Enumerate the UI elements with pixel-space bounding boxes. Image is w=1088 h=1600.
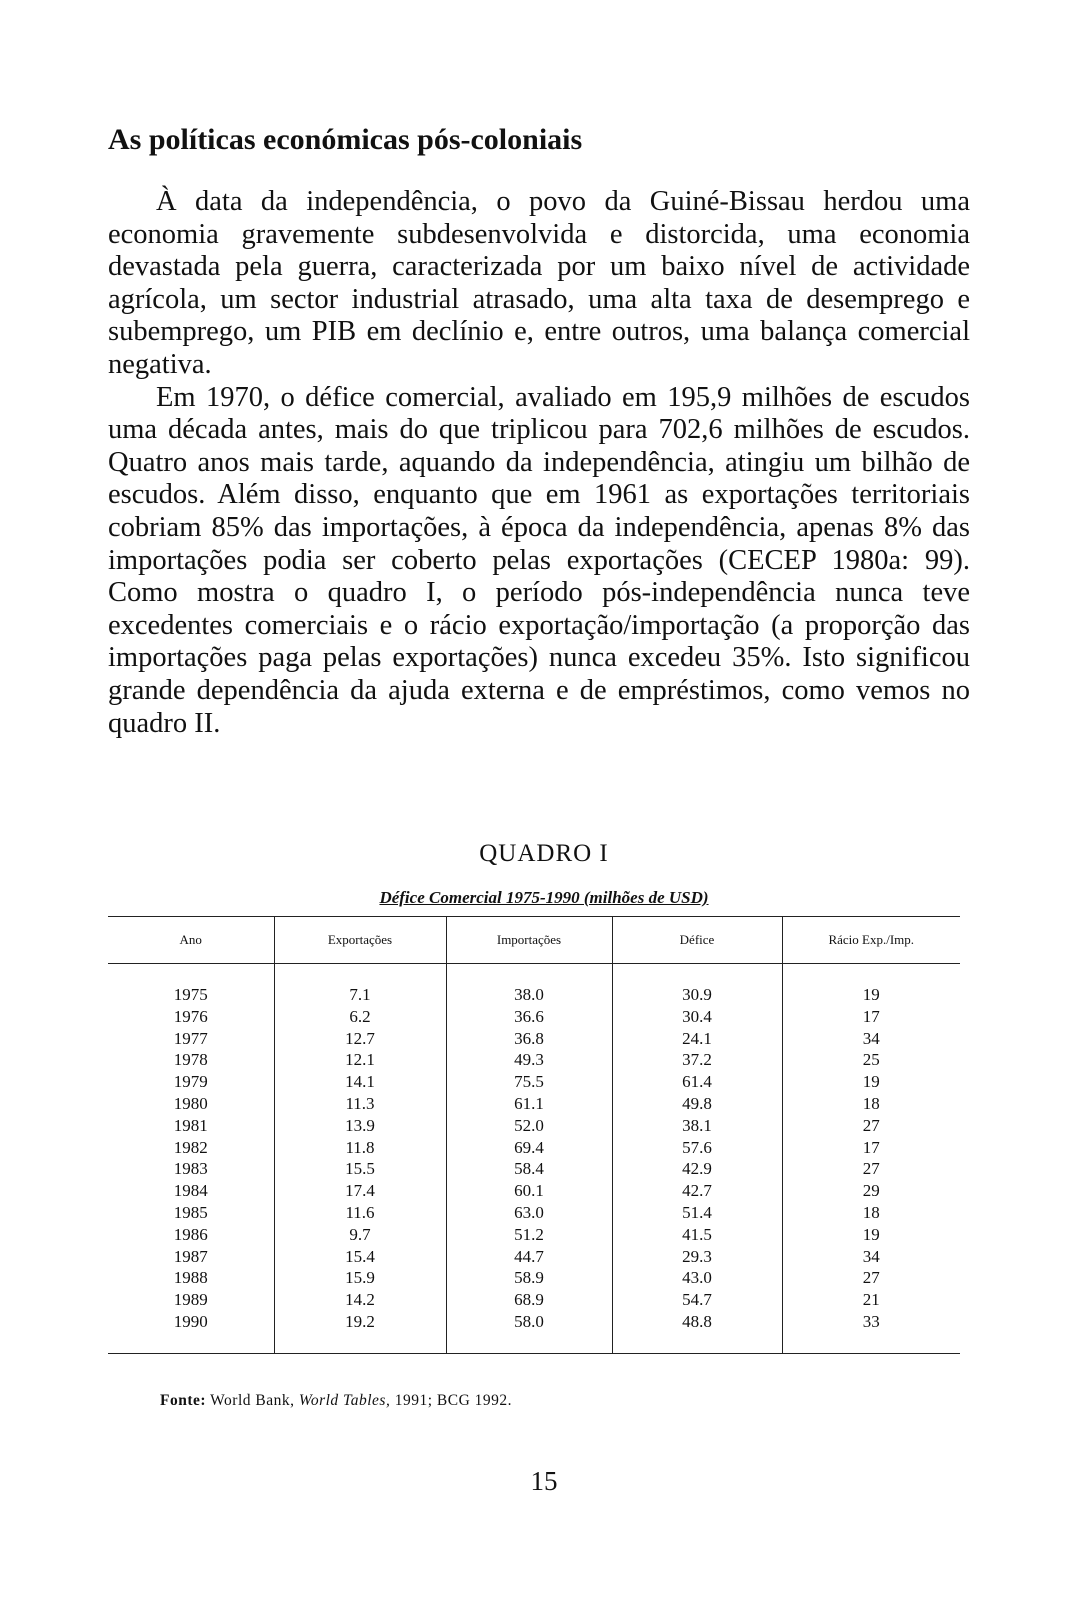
page-number: 15: [530, 1466, 558, 1496]
paragraph-1: À data da independência, o povo da Guiné-Bissau herdou uma economia gravemente subdesenvolvida e distorcida, uma economia devastada pela guerra, caracterizada por um baixo nível de actividade agrícola, um sector industrial atrasado, uma alta taxa de desemprego e subemprego, um PIB em declínio e, entre outros, uma balança comercial negativa.: [108, 186, 970, 380]
cell-exports: 17.4: [274, 1180, 446, 1202]
cell-ratio: 25: [782, 1049, 960, 1071]
cell-ratio: 34: [782, 1246, 960, 1268]
cell-deficit: 38.1: [612, 1115, 782, 1137]
table-source-note: [160, 1392, 512, 1410]
cell-deficit: 30.4: [612, 1006, 782, 1028]
cell-deficit: 42.9: [612, 1158, 782, 1180]
cell-exports: 9.7: [274, 1224, 446, 1246]
cell-exports: 11.8: [274, 1137, 446, 1159]
cell-exports: 14.2: [274, 1289, 446, 1311]
table-row: [108, 1180, 960, 1202]
cell-exports: 12.1: [274, 1049, 446, 1071]
cell-deficit: 43.0: [612, 1267, 782, 1289]
table-title: QUADRO I: [479, 840, 609, 867]
cell-ratio: 17: [782, 1137, 960, 1159]
cell-deficit: 48.8: [612, 1311, 782, 1333]
cell-exports: 7.1: [274, 984, 446, 1006]
table-row: [108, 1049, 960, 1071]
cell-year: 1982: [173, 1137, 208, 1157]
cell-imports: 52.0: [446, 1115, 612, 1137]
cell-exports: 15.5: [274, 1158, 446, 1180]
cell-deficit: 30.9: [612, 984, 782, 1006]
table-row: [108, 1028, 960, 1050]
table-row: [108, 1224, 960, 1246]
cell-ratio: 33: [782, 1311, 960, 1333]
cell-imports: 75.5: [446, 1071, 612, 1093]
cell-deficit: 57.6: [612, 1137, 782, 1159]
cell-ratio: 27: [782, 1267, 960, 1289]
cell-deficit: 37.2: [612, 1049, 782, 1071]
cell-ratio: 19: [782, 1071, 960, 1093]
cell-ratio: 19: [782, 1224, 960, 1246]
cell-exports: 15.4: [274, 1246, 446, 1268]
cell-exports: 15.9: [274, 1267, 446, 1289]
trade-deficit-table-container: [108, 916, 960, 1354]
cell-year: 1981: [173, 1115, 208, 1135]
table-row: [108, 1071, 960, 1093]
body-text: [108, 186, 970, 740]
table-row: [108, 1137, 960, 1159]
cell-imports: 58.9: [446, 1267, 612, 1289]
cell-deficit: 24.1: [612, 1028, 782, 1050]
cell-year: 1988: [173, 1268, 208, 1288]
cell-imports: 51.2: [446, 1224, 612, 1246]
cell-ratio: 21: [782, 1289, 960, 1311]
cell-imports: 49.3: [446, 1049, 612, 1071]
paragraph-2: Em 1970, o défice comercial, avaliado em 195,9 milhões de escudos uma década antes, mais do que triplicou para 702,6 milhões de escudos. Quatro anos mais tarde, aquando da independência, atingiu um bilhão de escudos. Além disso, enquanto que em 1961 as exportações territoriais cobriam 85% das importações, à época da independência, apenas 8% das importações podia ser coberto pelas exportações (CECEP 1980a: 99). Como mostra o quadro I, o período pós-independência nunca teve excedentes comerciais e o rácio exportação/importação (a proporção das importações paga pelas exportações) nunca excedeu 35%. Isto significou grande dependência da ajuda externa e de empréstimos, como vemos no quadro II.: [108, 381, 970, 739]
cell-imports: 38.0: [446, 984, 612, 1006]
source-text-before: World Bank,: [206, 1392, 299, 1409]
cell-imports: 61.1: [446, 1093, 612, 1115]
cell-year: 1980: [173, 1093, 208, 1113]
trade-deficit-table: [108, 916, 960, 1354]
table-header-row: [108, 917, 960, 964]
table-subtitle: Défice Comercial 1975-1990 (milhões de USD): [379, 888, 709, 907]
header-year: Ano: [108, 917, 274, 964]
cell-year: 1986: [173, 1224, 208, 1244]
cell-deficit: 61.4: [612, 1071, 782, 1093]
cell-imports: 68.9: [446, 1289, 612, 1311]
table-row: [108, 1289, 960, 1311]
cell-imports: 58.0: [446, 1311, 612, 1333]
table-row: [108, 1093, 960, 1115]
cell-year: 1983: [173, 1159, 208, 1179]
cell-imports: 63.0: [446, 1202, 612, 1224]
cell-year: 1976: [173, 1006, 208, 1026]
cell-ratio: 27: [782, 1115, 960, 1137]
cell-year: 1985: [173, 1202, 208, 1222]
cell-year: 1990: [173, 1311, 208, 1331]
cell-deficit: 29.3: [612, 1246, 782, 1268]
header-deficit: Défice: [612, 917, 782, 964]
cell-deficit: 51.4: [612, 1202, 782, 1224]
table-row: [108, 1158, 960, 1180]
source-italic-title: World Tables,: [298, 1392, 391, 1409]
cell-deficit: 42.7: [612, 1180, 782, 1202]
table-body: [108, 964, 960, 1354]
cell-imports: 58.4: [446, 1158, 612, 1180]
table-row: [108, 1246, 960, 1268]
cell-exports: 14.1: [274, 1071, 446, 1093]
table-spacer: [108, 1333, 960, 1354]
cell-ratio: 19: [782, 984, 960, 1006]
cell-ratio: 18: [782, 1093, 960, 1115]
header-imports: Importações: [446, 917, 612, 964]
section-heading: As políticas económicas pós-coloniais: [108, 123, 583, 156]
cell-imports: 36.6: [446, 1006, 612, 1028]
cell-exports: 13.9: [274, 1115, 446, 1137]
table-spacer: [108, 964, 960, 985]
cell-exports: 19.2: [274, 1311, 446, 1333]
cell-imports: 36.8: [446, 1028, 612, 1050]
cell-year: 1975: [173, 985, 208, 1004]
cell-imports: 69.4: [446, 1137, 612, 1159]
cell-deficit: 49.8: [612, 1093, 782, 1115]
table-row: [108, 1006, 960, 1028]
cell-year: 1987: [173, 1246, 208, 1266]
header-ratio: Rácio Exp./Imp.: [782, 917, 960, 964]
header-exports: Exportações: [274, 917, 446, 964]
cell-exports: 11.6: [274, 1202, 446, 1224]
source-label: Fonte:: [160, 1392, 207, 1409]
cell-imports: 44.7: [446, 1246, 612, 1268]
table-row: [108, 1115, 960, 1137]
table-row: [108, 1202, 960, 1224]
source-text-after: 1991; BCG 1992.: [390, 1392, 513, 1409]
cell-deficit: 54.7: [612, 1289, 782, 1311]
cell-deficit: 41.5: [612, 1224, 782, 1246]
table-row: [108, 984, 960, 1006]
cell-year: 1984: [173, 1181, 208, 1201]
cell-exports: 12.7: [274, 1028, 446, 1050]
cell-imports: 60.1: [446, 1180, 612, 1202]
cell-year: 1978: [173, 1050, 208, 1070]
table-row: [108, 1267, 960, 1289]
cell-year: 1989: [173, 1290, 208, 1310]
cell-ratio: 18: [782, 1202, 960, 1224]
cell-ratio: 34: [782, 1028, 960, 1050]
table-row: [108, 1311, 960, 1333]
cell-year: 1979: [173, 1072, 208, 1092]
cell-exports: 11.3: [274, 1093, 446, 1115]
cell-year: 1977: [173, 1028, 208, 1048]
cell-exports: 6.2: [274, 1006, 446, 1028]
cell-ratio: 27: [782, 1158, 960, 1180]
cell-ratio: 29: [782, 1180, 960, 1202]
cell-ratio: 17: [782, 1006, 960, 1028]
